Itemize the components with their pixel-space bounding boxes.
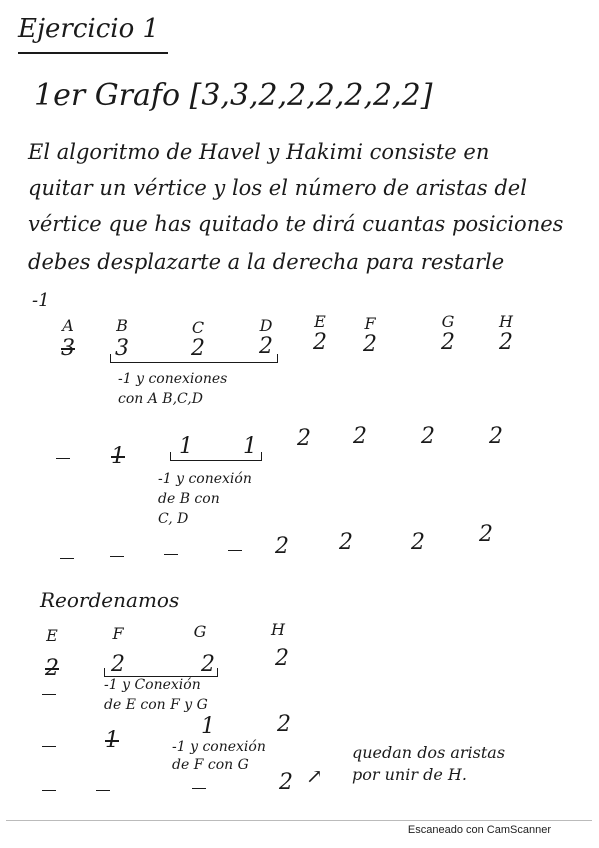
reorder-note-1-line-2: de E con F y G xyxy=(104,697,208,713)
step1-marker: -1 xyxy=(32,290,50,311)
degree-value: 1 xyxy=(243,434,257,459)
row-dash xyxy=(164,554,178,555)
degree-value: 2 xyxy=(411,530,425,555)
degree-value: 2 xyxy=(297,426,311,451)
row-dash xyxy=(42,746,56,747)
degree-value: 2 xyxy=(421,424,435,449)
row-dash xyxy=(42,694,56,695)
degree-value: 2 xyxy=(111,652,125,677)
explanation-line-4: debes desplazarte a la derecha para restarle xyxy=(28,250,505,274)
exercise-title: Ejercicio 1 xyxy=(18,14,160,44)
degree-value: 3 xyxy=(61,336,75,361)
vertex-label: F xyxy=(364,314,376,333)
vertex-label: H xyxy=(271,620,285,639)
vertex-label: F xyxy=(112,624,124,643)
vertex-label: A xyxy=(62,316,74,335)
degree-value: 2 xyxy=(339,530,353,555)
step2-note-line-2: de B con xyxy=(158,491,220,507)
step2-note-line-3: C, D xyxy=(158,511,189,527)
step1-note-line-1: -1 y conexiones xyxy=(118,371,228,387)
explanation-line-1: El algoritmo de Havel y Hakimi consiste en xyxy=(28,140,490,164)
group-bracket xyxy=(170,452,262,461)
row-dash xyxy=(56,458,70,459)
degree-value: 2 xyxy=(353,424,367,449)
vertex-label: B xyxy=(116,316,128,335)
scan-border xyxy=(6,820,592,821)
degree-value: 1 xyxy=(201,714,215,739)
row-dash xyxy=(96,790,110,791)
degree-value: 1 xyxy=(111,444,125,469)
explanation-line-3: vértice que has quitado te dirá cuantas posiciones xyxy=(28,212,564,236)
vertex-label: D xyxy=(259,316,273,335)
degree-value: 2 xyxy=(279,770,293,795)
final-note-line-1: quedan dos aristas xyxy=(352,743,506,762)
vertex-label: E xyxy=(46,626,58,645)
row-dash xyxy=(228,550,242,551)
degree-value: 2 xyxy=(441,330,455,355)
row-dash xyxy=(192,788,206,789)
group-bracket xyxy=(110,354,278,363)
degree-value: 2 xyxy=(259,334,273,359)
degree-value: 1 xyxy=(105,728,119,753)
step1-note-line-2: con A B,C,D xyxy=(118,391,203,407)
degree-value: 2 xyxy=(275,534,289,559)
reorder-note-1-line-1: -1 y Conexión xyxy=(104,677,201,693)
degree-value: 2 xyxy=(499,330,513,355)
vertex-label: H xyxy=(499,312,513,331)
step2-note-line-1: -1 y conexión xyxy=(158,471,252,487)
degree-value: 2 xyxy=(191,336,205,361)
row-dash xyxy=(110,556,124,557)
reorder-note-2-line-2: de F con G xyxy=(172,757,249,773)
degree-value: 2 xyxy=(201,652,215,677)
degree-value: 2 xyxy=(479,522,493,547)
degree-value: 3 xyxy=(115,336,129,361)
degree-value: 2 xyxy=(275,646,289,671)
vertex-label: G xyxy=(193,622,207,641)
vertex-label: C xyxy=(191,318,205,337)
vertex-label: G xyxy=(441,312,455,331)
degree-value: 2 xyxy=(489,424,503,449)
graph-heading: 1er Grafo [3,3,2,2,2,2,2,2] xyxy=(34,78,433,113)
vertex-label: E xyxy=(314,312,326,331)
reorder-note-2-line-1: -1 y conexión xyxy=(172,739,266,755)
explanation-line-2: quitar un vértice y los el número de aristas del xyxy=(28,176,527,200)
final-note-line-2: por unir de H. xyxy=(352,765,467,784)
title-underline xyxy=(18,52,168,54)
reorder-heading: Reordenamos xyxy=(40,588,180,612)
row-dash xyxy=(60,558,74,559)
scanner-watermark: Escaneado con CamScanner xyxy=(407,824,551,836)
degree-value: 2 xyxy=(313,330,327,355)
degree-value: 2 xyxy=(363,332,377,357)
degree-value: 2 xyxy=(45,656,59,681)
degree-value: 1 xyxy=(179,434,193,459)
arrow-icon: ↗ xyxy=(306,764,323,788)
row-dash xyxy=(42,790,56,791)
degree-value: 2 xyxy=(277,712,291,737)
